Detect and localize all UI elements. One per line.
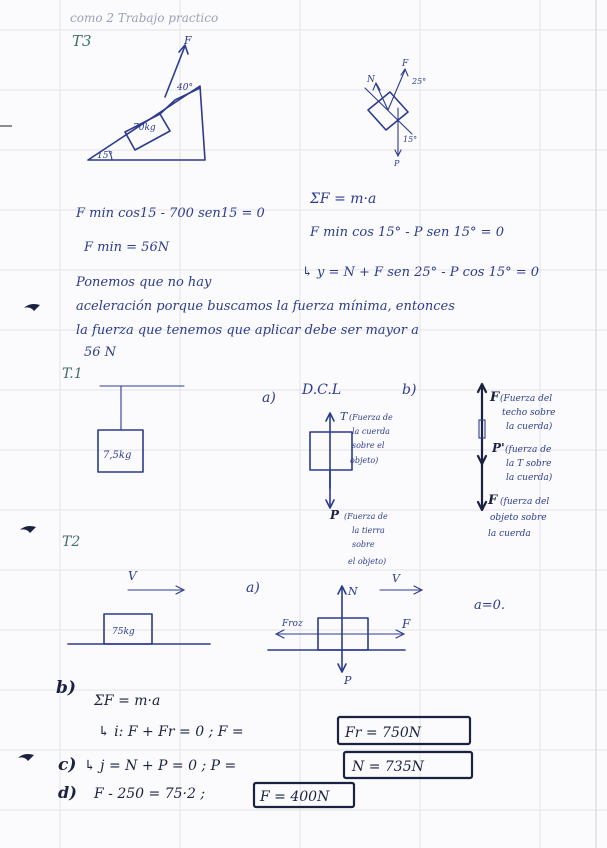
t1-t-desc-4: objeto) — [350, 456, 379, 465]
t1-p-label: P — [330, 508, 340, 522]
rope-p-desc-1: (fuerza de — [505, 445, 552, 455]
answer-d-label: d) — [58, 783, 77, 802]
rope-p-label: P' — [492, 441, 505, 455]
answer-b-box-text: Fr = 750N — [345, 725, 422, 741]
fbd-angle-f: 25° — [412, 77, 427, 86]
fbd-angle-p: 15° — [403, 135, 418, 144]
t1-t-desc-3: sobre el — [352, 441, 385, 450]
answer-d-eq: F - 250 = 75·2 ; — [94, 786, 206, 802]
t1-p-desc-2: la tierra — [352, 526, 385, 535]
answer-c-label: c) — [58, 755, 77, 775]
fbd-n-label: N — [367, 75, 375, 85]
t1-part-b: b) — [402, 382, 417, 398]
t3-eq-y: ↳ y = N + F sen 25° - P cos 15° = 0 — [302, 265, 540, 280]
t1-p-desc-3: sobre — [352, 540, 375, 549]
t1-mass-label: 7,5kg — [103, 450, 132, 461]
t2-froz-label: Froz — [282, 619, 303, 629]
t3-weight-label: 70kg — [133, 123, 156, 133]
t3-angle-base: 15° — [97, 151, 113, 161]
t1-heading: T.1 — [62, 366, 83, 382]
rope-f2-desc-2: objeto sobre — [490, 513, 547, 523]
t3-eq2: F min = 56N — [84, 240, 170, 255]
answer-b-x: ↳ i: F + Fr = 0 ; F = — [98, 724, 244, 740]
t1-t-desc-1: (Fuerza de — [349, 413, 393, 422]
fbd-p-label: P — [394, 159, 400, 168]
rope-p-desc-2: la T sobre — [506, 459, 552, 469]
header-faint-text: como 2 Trabajo practico — [70, 11, 219, 25]
t1-part-a: a) — [262, 390, 276, 406]
rope-p-desc-3: la cuerda) — [506, 473, 553, 483]
t3-sum-f: ΣF = m·a — [310, 191, 377, 207]
t1-p-desc-1: (Fuerza de — [344, 512, 388, 521]
t1-p-desc-4: el objeto) — [348, 557, 387, 566]
rope-f-desc-2: techo sobre — [502, 408, 556, 418]
t2-heading: T2 — [62, 534, 81, 550]
t2-part-a: a) — [246, 580, 260, 596]
rope-f2-label: F — [488, 493, 498, 508]
rope-f2-desc-3: la cuerda — [488, 529, 531, 539]
t2-mass-label: 75kg — [112, 627, 135, 637]
t2-p-label: P — [344, 674, 352, 687]
t1-t-desc-2: la cuerda — [352, 427, 390, 436]
t1-t-label: T — [340, 410, 348, 423]
t3-note-line4: 56 N — [84, 345, 117, 360]
rope-f2-desc-1: (fuerza del — [500, 497, 550, 507]
rope-f-label: F — [490, 390, 500, 405]
t1-dcl: D.C.L — [302, 382, 342, 398]
fbd-f-label: F — [402, 59, 409, 69]
t2-n-label: N — [348, 585, 358, 598]
t3-eq-x: F min cos 15° - P sen 15° = 0 — [310, 225, 504, 240]
answer-d-box-text: F = 400N — [260, 789, 330, 805]
t2-v2-label: V — [392, 572, 400, 585]
t2-f-label: F — [402, 617, 411, 631]
answer-b-eq: ΣF = m·a — [94, 693, 161, 709]
answer-b-label: b) — [56, 678, 76, 698]
rope-f-desc-1: (Fuerza del — [500, 394, 553, 404]
t2-acceleration: a=0. — [474, 598, 506, 613]
t2-v-label: V — [128, 569, 137, 583]
t3-note-line1: Ponemos que no hay — [76, 275, 212, 290]
rope-f-desc-3: la cuerda) — [506, 422, 553, 432]
t3-force-label: F — [184, 34, 192, 47]
t3-eq1: F min cos15 - 700 sen15 = 0 — [76, 206, 265, 221]
t3-heading: T3 — [72, 32, 92, 50]
t3-note-line3: la fuerza que tenemos que aplicar debe ser mayor a — [76, 323, 419, 338]
answer-c-eq: ↳ j = N + P = 0 ; P = — [84, 758, 237, 774]
t3-angle-top: 40° — [177, 83, 193, 93]
t3-note-line2: aceleración porque buscamos la fuerza mínima, entonces — [76, 299, 455, 314]
answer-c-box-text: N = 735N — [352, 759, 424, 775]
